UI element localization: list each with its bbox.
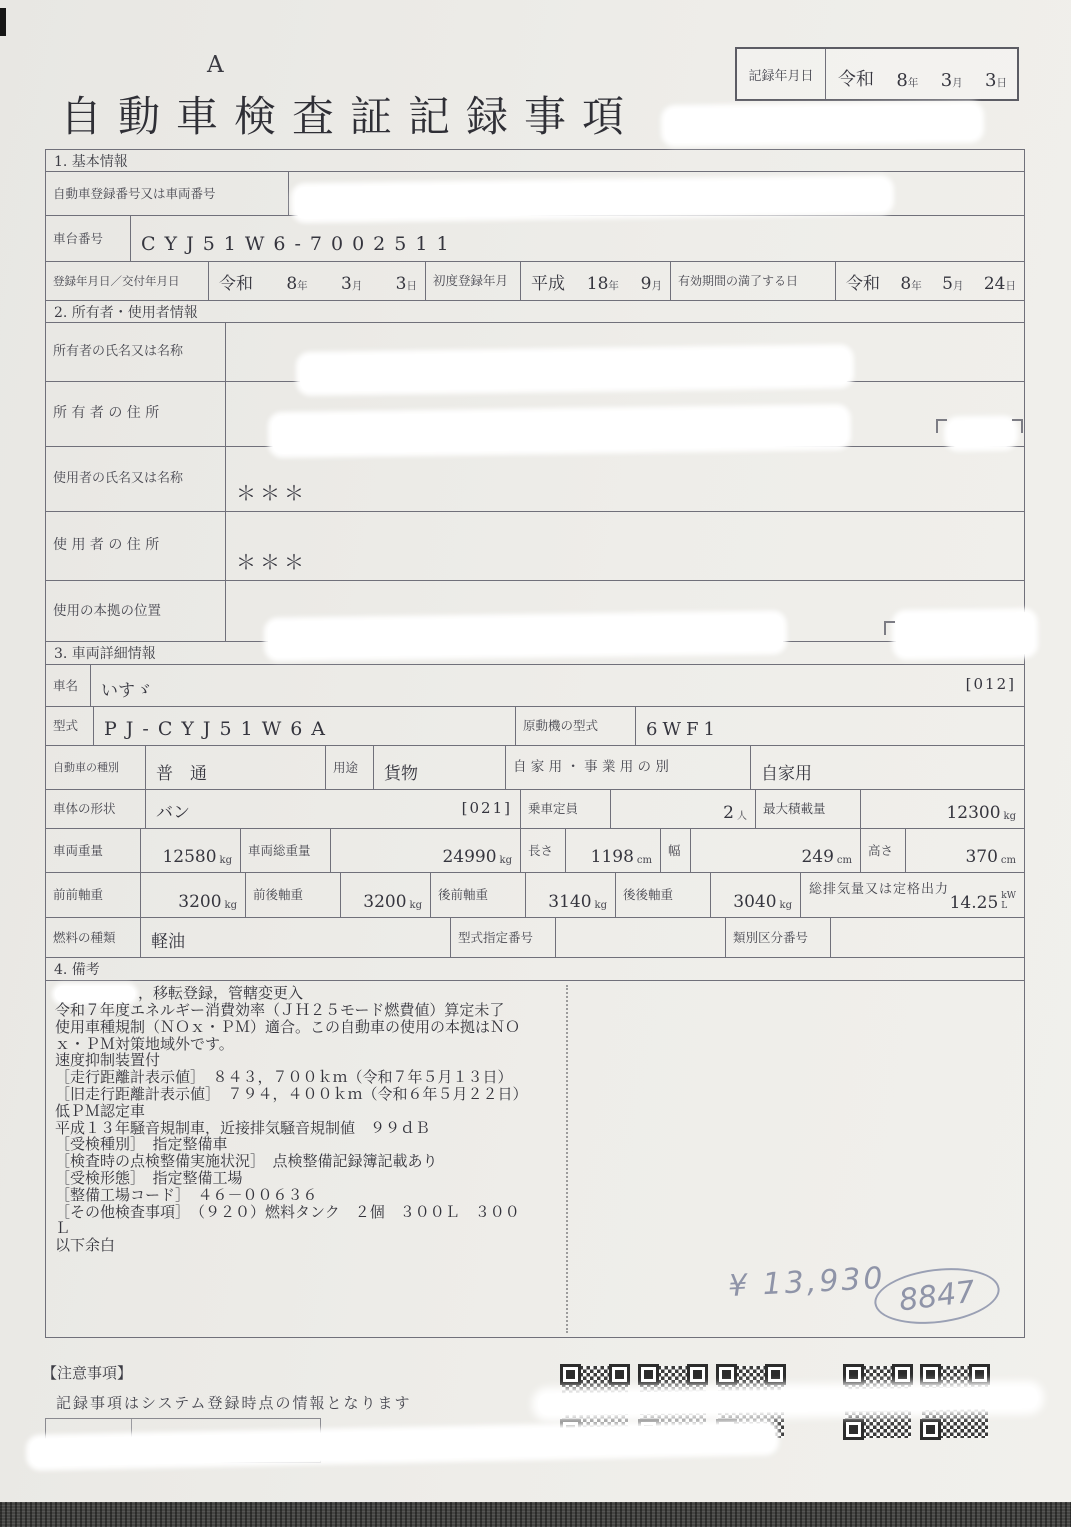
width-value: 249 cm [691, 829, 861, 872]
axle-rear-rear-value: 3040 kg [711, 873, 801, 917]
registration-date-year: 8年 [286, 274, 308, 294]
section4-heading: 4. 備考 [45, 957, 1025, 981]
qr-finder-icon [687, 1364, 708, 1385]
handwritten-amount: ¥ 13,930 [727, 1260, 887, 1305]
remarks-line: ｘ・ＰＭ対策地域外です。 [55, 1034, 234, 1053]
vehicle-weight-label: 車両重量 [46, 829, 141, 872]
remarks-divider [566, 985, 568, 1333]
chassis-number-value: CYJ51W6-7002511 [141, 233, 458, 255]
vehicle-weight-value: 12580 kg [141, 829, 241, 872]
length-value: 1198 cm [566, 829, 661, 872]
private-business-value: 自家用 [761, 764, 812, 784]
use-value: 貨物 [374, 746, 506, 789]
vehicle-kind-label: 自動車の種別 [46, 746, 146, 789]
axle-weights-row [45, 872, 1025, 918]
qr-finder-icon [638, 1364, 659, 1385]
remarks-box [45, 980, 1025, 1338]
fuel-row [45, 917, 1025, 958]
first-registration-value [521, 262, 671, 300]
car-name-label: 車名 [46, 665, 91, 706]
user-name-row [45, 446, 1025, 512]
remarks-line: ［走行距離計表示値］ ８４３，７００ｋｍ（令和７年５月１３日） [55, 1068, 513, 1087]
displacement-cell [801, 873, 1024, 917]
owner-name-label: 所有者の氏名又は名称 [46, 323, 226, 381]
qr-finder-icon [843, 1364, 864, 1385]
fuel-type-value: 軽油 [141, 918, 451, 957]
registration-date-value [209, 262, 426, 300]
handwritten-circled-number: 8847 [871, 1262, 1003, 1331]
use-label: 用途 [326, 746, 374, 789]
first-registration-year: 18年 [586, 274, 619, 294]
section2-heading: 2. 所有者・使用者情報 [45, 300, 1025, 323]
page-corner-label: A [207, 52, 224, 78]
axle-front-front-label: 前前軸重 [46, 873, 141, 917]
width-label: 幅 [661, 829, 691, 872]
seating-capacity-value: 2 人 [611, 790, 756, 828]
registration-date-month: 3月 [340, 274, 363, 294]
redaction-mark [896, 612, 1035, 656]
redaction-mark [268, 614, 783, 657]
qr-finder-icon [609, 1364, 630, 1385]
model-label: 型式 [46, 707, 94, 745]
qr-finder-icon [969, 1364, 990, 1385]
record-date-month: 3月 [940, 70, 963, 91]
remarks-line: 以下余白 [55, 1236, 116, 1255]
remarks-line: 速度抑制装置付 [55, 1051, 161, 1070]
type-certification-label: 型式指定番号 [451, 918, 556, 957]
owner-address-label: 所 有 者 の 住 所 [46, 382, 226, 446]
record-date-year: 8年 [896, 70, 919, 91]
expiry-date-era: 令和 [846, 274, 880, 294]
qr-finder-icon [843, 1419, 864, 1440]
remarks-line: ［整備工場コード］ ４６－００６３６ [55, 1185, 318, 1204]
redaction-mark [55, 986, 135, 1002]
remarks-line: ［受検種別］ 指定整備車 [55, 1135, 228, 1154]
engine-model-label: 原動機の型式 [516, 707, 636, 745]
displacement-label: 総排気量又は定格出力 [809, 882, 950, 897]
axle-rear-front-value: 3140 kg [526, 873, 616, 917]
record-date-box [735, 47, 1019, 101]
user-address-value: ＊＊＊ [236, 550, 308, 574]
axle-rear-front-label: 後前軸重 [431, 873, 526, 917]
expiry-date-month: 5月 [942, 274, 964, 294]
expiry-date-value [836, 262, 1024, 300]
axle-front-rear-label: 前後軸重 [246, 873, 341, 917]
expiry-date-year: 8年 [900, 274, 922, 294]
axle-front-front-value: 3200 kg [141, 873, 246, 917]
first-registration-era: 平成 [531, 274, 565, 294]
remarks-line: 使用車種規制（ＮＯｘ・ＰＭ）適合。この自動車の使用の本拠はＮＯ [55, 1017, 521, 1036]
remarks-line: ，移転登録，管轄変更入 [55, 985, 560, 1002]
car-name-text: いすゞ [101, 681, 152, 701]
user-name-value: ＊＊＊ [236, 481, 308, 505]
body-shape-text: バン [156, 803, 190, 823]
registration-date-label: 登録年月日／交付年月日 [46, 262, 209, 300]
dates-row [45, 261, 1025, 301]
axle-rear-rear-label: 後後軸重 [616, 873, 711, 917]
remarks-line: ［その他検査事項］ （９２０）燃料タンク ２個 ３００Ｌ ３００ [55, 1202, 520, 1221]
section1-heading: 1. 基本情報 [45, 149, 1025, 172]
remarks-line: Ｌ [55, 1219, 71, 1238]
classification-label: 類別区分番号 [726, 918, 831, 957]
body-shape-code: [021] [461, 798, 512, 817]
user-address-row [45, 511, 1025, 581]
remarks-line: ［旧走行距離計表示値］ ７９４，４００ｋｍ（令和６年５月２２日） [55, 1084, 528, 1103]
vehicle-kind-value: 普 通 [146, 746, 326, 789]
height-label: 高さ [861, 829, 906, 872]
remarks-line: ［検査時の点検整備実施状況］ 点検整備記録簿記載あり [55, 1152, 438, 1171]
registration-date-era: 令和 [219, 274, 253, 294]
qr-finder-icon [920, 1364, 941, 1385]
user-address-label: 使 用 者 の 住 所 [46, 512, 226, 580]
classification-value [831, 918, 1024, 957]
remarks-line: 低ＰＭ認定車 [55, 1101, 146, 1120]
section3-heading: 3. 車両詳細情報 [45, 641, 1025, 665]
scan-bottom-edge [0, 1502, 1071, 1527]
qr-finder-icon [765, 1364, 786, 1385]
qr-finder-icon [892, 1364, 913, 1385]
redaction-mark [272, 408, 847, 454]
max-load-value: 12300 kg [946, 803, 1016, 823]
registration-number-label: 自動車登録番号又は車両番号 [46, 172, 289, 215]
model-value: PJ-CYJ51W6A [94, 707, 516, 745]
displacement-value: 14.25 kW L [949, 891, 1016, 913]
gross-weight-label: 車両総重量 [241, 829, 331, 872]
record-date-value [826, 49, 1017, 99]
user-name-label: 使用者の氏名又は名称 [46, 447, 226, 511]
registration-date-day: 3日 [395, 274, 417, 294]
car-name-code: [012] [965, 675, 1016, 693]
body-shape-row [45, 789, 1025, 829]
qr-finder-icon [920, 1419, 941, 1440]
qr-finder-icon [716, 1364, 737, 1385]
redaction-mark [300, 348, 850, 392]
qr-finder-icon [560, 1364, 581, 1385]
document-title: 自動車検査証記録事項 [60, 92, 641, 141]
chassis-number-row [45, 215, 1025, 262]
redaction-mark [665, 105, 980, 143]
displacement-units: kW L [1001, 891, 1016, 912]
axle-front-rear-value: 3200 kg [341, 873, 431, 917]
engine-model-value: 6WF1 [646, 719, 720, 740]
scan-edge-artifact [0, 8, 6, 36]
remarks-line: 平成１３年騒音規制車，近接排気騒音規制値 ９９ｄＢ [55, 1118, 431, 1137]
first-registration-label: 初度登録年月 [426, 262, 521, 300]
fuel-type-label: 燃料の種類 [46, 918, 141, 957]
remarks-text [55, 985, 560, 1254]
record-date-label: 記録年月日 [737, 49, 826, 99]
notice-heading: 【注意事項】 [42, 1364, 133, 1382]
redaction-mark [948, 420, 1014, 448]
record-date-era: 令和 [838, 69, 874, 90]
model-row [45, 706, 1025, 746]
first-registration-month: 9月 [640, 274, 662, 294]
bracket-mark [936, 419, 947, 433]
type-certification-value [556, 918, 726, 957]
length-label: 長さ [521, 829, 566, 872]
bracket-mark [1012, 419, 1023, 433]
car-name-value [91, 665, 1024, 706]
gross-weight-value: 24990 kg [331, 829, 521, 872]
category-row [45, 745, 1025, 790]
max-load-label: 最大積載量 [756, 790, 861, 828]
body-shape-label: 車体の形状 [46, 790, 146, 828]
private-business-label: 自 家 用 ・ 事 業 用 の 別 [506, 746, 751, 789]
expiry-date-label: 有効期間の満了する日 [671, 262, 836, 300]
seating-capacity-label: 乗車定員 [521, 790, 611, 828]
base-location-label: 使用の本拠の位置 [46, 581, 226, 641]
record-date-day: 3日 [985, 70, 1007, 91]
body-shape-value [146, 790, 521, 828]
weights-dimensions-row [45, 828, 1025, 873]
form-table [45, 150, 1025, 1338]
chassis-number-label: 車台番号 [46, 216, 131, 261]
car-name-row [45, 664, 1025, 707]
bracket-mark [884, 621, 895, 635]
height-value: 370 cm [965, 847, 1016, 867]
remarks-line: ［受検形態］ 指定整備工場 [55, 1168, 243, 1187]
remarks-line: 令和７年度エネルギー消費効率（ＪＨ２５モード燃費値）算定未了 [55, 1001, 505, 1019]
expiry-date-day: 24日 [983, 274, 1016, 294]
notice-text: 記録事項はシステム登録時点の情報となります [56, 1394, 412, 1412]
